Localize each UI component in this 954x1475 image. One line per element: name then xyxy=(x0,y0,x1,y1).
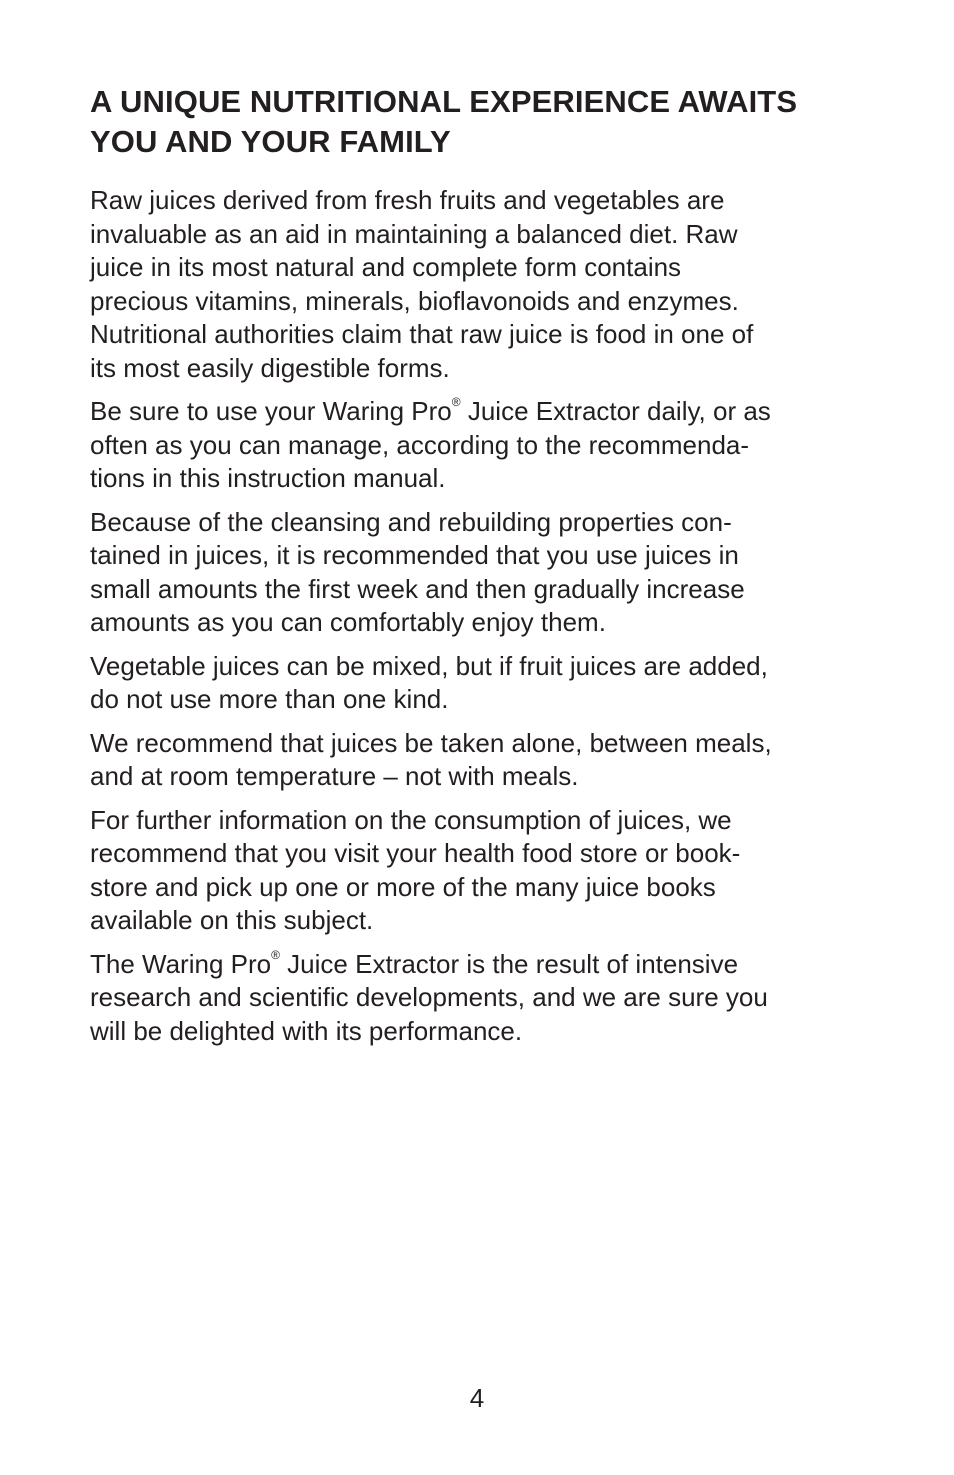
registered-mark: ® xyxy=(271,947,280,962)
heading-line-1: A UNIQUE NUTRITIONAL EXPERIENCE AWAITS xyxy=(90,84,798,119)
paragraph-raw-juices: Raw juices derived from fresh fruits and vegetables are invaluable as an aid in maintaining a balanced diet. Raw juice in its most natural and complete form contains precious vitamins, minerals, bioflavonoids and enzymes. Nutritional authorities claim that raw juice is food in one of its most easily digestible forms. xyxy=(90,185,754,383)
paragraph-further-info: For further information on the consumption of juices, we recommend that you visit your health food store or book- store and pick up one or more of the many juice books available on this subject. xyxy=(90,804,741,935)
page-content xyxy=(90,82,870,1058)
paragraph-mixing: Vegetable juices can be mixed, but if fruit juices are added, do not use more than one kind. xyxy=(90,650,768,714)
registered-mark: ® xyxy=(451,395,461,410)
page-number: 4 xyxy=(469,1383,485,1413)
paragraph-recommend: We recommend that juices be taken alone, between meals, and at room temperature – not with meals. xyxy=(90,727,772,791)
paragraph-daily-use: Be sure to use your Waring Pro® Juice Extractor daily, or as often as you can manage, according to the recommenda- tions in this instruction manual. xyxy=(90,395,771,493)
heading-line-2: YOU AND YOUR FAMILY xyxy=(90,124,451,159)
section-heading xyxy=(90,82,870,162)
paragraph-research: The Waring Pro® Juice Extractor is the result of intensive research and scientific developments, and we are sure you will be delighted with its performance. xyxy=(90,947,768,1046)
paragraph-cleansing: Because of the cleansing and rebuilding properties con- tained in juices, it is recommended that you use juices in small amounts the first week and then gradually increase amounts as you can comfortably enjoy them. xyxy=(90,506,745,637)
